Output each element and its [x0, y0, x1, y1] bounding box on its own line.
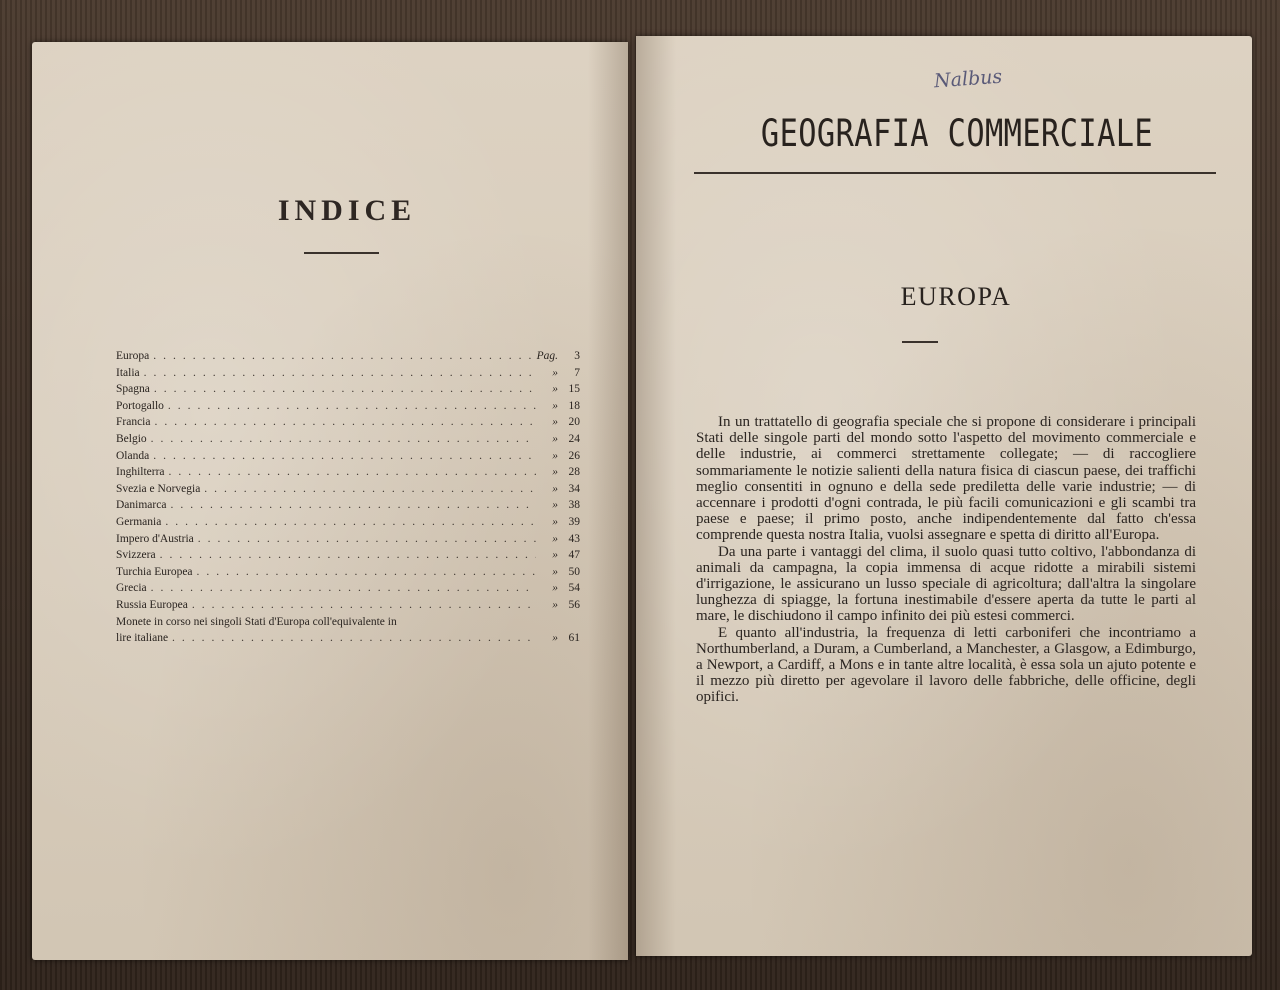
toc-leader-dots: [165, 514, 536, 531]
toc-page-prefix: »: [552, 399, 558, 412]
toc-leader-dots: [204, 481, 536, 498]
toc-page-number: 38: [568, 499, 580, 512]
toc-page-number: 39: [568, 515, 580, 528]
body-text: [696, 414, 1196, 706]
toc-leader-dots: [151, 431, 536, 448]
toc-entry: [116, 580, 580, 597]
toc-entry: [116, 481, 580, 498]
toc-page-number: 3: [574, 350, 580, 362]
toc-entry: [116, 564, 580, 581]
toc-page-number: 54: [568, 582, 580, 595]
toc-page-prefix: »: [552, 383, 558, 396]
toc-page-prefix: Pag.: [536, 350, 558, 362]
toc-label: Svizzera: [116, 549, 156, 562]
toc-label: lire italiane: [116, 632, 169, 645]
toc-page-number: 34: [568, 482, 580, 495]
toc-entry: [116, 497, 580, 514]
toc-entry: [116, 398, 580, 415]
section-rule: [902, 341, 938, 343]
toc-leader-dots: [144, 365, 536, 382]
toc-entry: [116, 448, 580, 465]
paragraph: Da una parte i vantaggi del clima, il suolo quasi tutto coltivo, l'abbondanza di animali da campagna, la copia immensa di acque ridotte a mirabili sistemi d'irrigazione, le assicurano un lusso speciale di agricoltura; dall'altra la singolare lunghezza di spiagge, la fortuna inestimabile d'essere aperta da tutte le parti al mare, le dischiudono il campo infinito dei più estesi commerci.: [696, 543, 1196, 625]
toc-leader-dots: [172, 630, 536, 647]
toc-label: Svezia e Norvegia: [116, 482, 201, 495]
toc-page-prefix: »: [552, 582, 558, 595]
toc-page-prefix: »: [552, 432, 558, 445]
toc-entry: [116, 514, 580, 531]
toc-page-prefix: »: [552, 515, 558, 528]
toc-label: Francia: [116, 416, 151, 429]
table-of-contents: [116, 348, 580, 647]
toc-leader-dots: [169, 464, 536, 481]
toc-label: Grecia: [116, 582, 147, 595]
toc-label: Impero d'Austria: [116, 532, 194, 545]
toc-entry: [116, 597, 580, 614]
gutter-shadow-right: [636, 36, 676, 956]
toc-page-prefix: »: [552, 598, 558, 611]
toc-label: Olanda: [116, 449, 150, 462]
toc-page-number: 18: [568, 399, 580, 412]
toc-label: Europa: [116, 350, 150, 362]
toc-page-prefix: »: [552, 499, 558, 512]
toc-leader-dots: [153, 448, 536, 465]
toc-page-number: 7: [574, 366, 580, 379]
toc-page-prefix: »: [552, 632, 558, 645]
toc-page-prefix: »: [552, 482, 558, 495]
toc-page-prefix: »: [552, 532, 558, 545]
handwritten-note: Nalbus: [933, 65, 1003, 93]
toc-entry: [116, 414, 580, 431]
toc-page-prefix: »: [552, 449, 558, 462]
toc-label: Danimarca: [116, 499, 167, 512]
toc-label: Belgio: [116, 432, 147, 445]
section-title: EUROPA: [900, 282, 1012, 311]
toc-label: Inghilterra: [116, 466, 165, 479]
toc-page-number: 26: [568, 449, 580, 462]
toc-leader-dots: [192, 597, 536, 614]
toc-entry: [116, 547, 580, 564]
toc-entry: [116, 348, 580, 365]
toc-page-number: 28: [568, 466, 580, 479]
toc-entry: [116, 431, 580, 448]
toc-page-number: 15: [568, 383, 580, 396]
toc-leader-dots: [198, 531, 536, 548]
toc-leader-dots: [170, 497, 536, 514]
toc-leader-dots: [160, 547, 536, 564]
toc-leader-dots: [153, 348, 536, 365]
title-rule: [694, 172, 1216, 174]
toc-leader-dots: [151, 580, 536, 597]
toc-leader-dots: [154, 414, 536, 431]
toc-label: Monete in corso nei singoli Stati d'Europa coll'equivalente in: [116, 615, 397, 628]
toc-entry: [116, 381, 580, 398]
index-heading-rule: [304, 252, 379, 254]
toc-entry: [116, 464, 580, 481]
toc-leader-dots: [154, 381, 536, 398]
toc-label: Portogallo: [116, 399, 164, 412]
toc-label: Italia: [116, 366, 140, 379]
toc-page-prefix: »: [552, 466, 558, 479]
paragraph: E quanto all'industria, la frequenza di letti carboniferi che incontriamo a Northumberland, a Duram, a Cumberland, a Manchester, a Glasgow, a Edimburgo, a Newport, a Cardiff, a Mons e in tante altre località, è essa sola un ajuto potente e il mezzo più diretto per agevolare il lavoro delle fabbriche, delle officine, degli opifici.: [696, 624, 1196, 706]
toc-entry-monete: [116, 614, 580, 647]
toc-entry: [116, 365, 580, 382]
toc-page-prefix: »: [552, 366, 558, 379]
toc-label: Spagna: [116, 383, 150, 396]
toc-page-number: 43: [568, 532, 580, 545]
toc-page-number: 61: [568, 632, 580, 645]
toc-page-prefix: »: [552, 565, 558, 578]
toc-page-number: 50: [568, 565, 580, 578]
book-title: GEOGRAFIA COMMERCIALE: [760, 112, 1154, 155]
paragraph: In un trattatello di geografia speciale che si propone di considerare i principali Stati delle singole parti del mondo sotto l'aspetto del movimento commerciale e delle industrie, ai commerci strettamente collegate; — di raccogliere sommariamente le notizie salienti della natura fisica di ciascun paese, dei traffichi meglio consentiti in ognuno e della sede prediletta delle varie industrie; — di accennare i prodotti d'ogni contrada, le più facili comunicazioni e gli scambi tra paese e paese; il primo posto, anche indipendentemente dal fatto ch'essa comprende questa nostra Italia, vuolsi assegnare e spetta di diritto all'Europa.: [696, 414, 1196, 544]
toc-page-number: 56: [568, 598, 580, 611]
toc-page-number: 24: [568, 432, 580, 445]
toc-page-prefix: »: [552, 549, 558, 562]
toc-page-number: 47: [568, 549, 580, 562]
toc-label: Russia Europea: [116, 598, 188, 611]
toc-page-number: 20: [568, 416, 580, 429]
toc-label: Germania: [116, 515, 162, 528]
gutter-shadow-left: [588, 42, 628, 960]
toc-leader-dots: [197, 564, 536, 581]
toc-entry: [116, 531, 580, 548]
left-page: [32, 42, 628, 960]
toc-page-prefix: »: [552, 416, 558, 429]
toc-leader-dots: [168, 398, 536, 415]
right-page: [636, 36, 1252, 956]
toc-label: Turchia Europea: [116, 565, 193, 578]
index-heading: INDICE: [277, 194, 417, 227]
